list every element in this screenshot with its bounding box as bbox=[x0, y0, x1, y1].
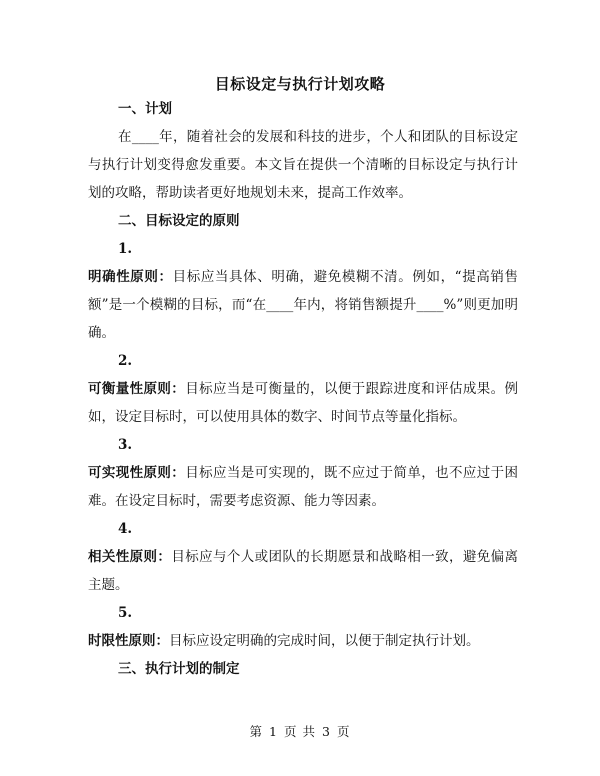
principle-item bbox=[88, 627, 518, 655]
intro-paragraph: 在____年，随着社会的发展和科技的进步，个人和团队的目标设定与执行计划变得愈发重要。本文旨在提供一个清晰的目标设定与执行计划的攻略，帮助读者更好地规划未来，提高工作效率。 bbox=[88, 129, 518, 201]
principle-text: 目标应当是可衡量的，以便于跟踪进度和评估成果。例如，设定目标时，可以使用具体的数字、时间节点等量化指标。 bbox=[88, 381, 519, 425]
page-footer bbox=[0, 722, 600, 740]
section-heading: 二、目标设定的原则 bbox=[118, 213, 240, 229]
principle-text: 目标应设定明确的完成时间，以便于制定执行计划。 bbox=[169, 633, 480, 649]
principle-term: 时限性原则： bbox=[88, 633, 169, 649]
footer-middle: 页 共 bbox=[284, 724, 316, 739]
principle-item bbox=[88, 375, 518, 431]
principle-term: 相关性原则： bbox=[88, 549, 172, 565]
document-title: 目标设定与执行计划攻略 bbox=[214, 75, 386, 93]
section-heading: 三、执行计划的制定 bbox=[118, 661, 240, 677]
footer-page-number: 1 bbox=[269, 724, 278, 739]
footer-prefix: 第 bbox=[249, 724, 264, 739]
principle-item bbox=[88, 459, 518, 515]
item-number: 1. bbox=[118, 241, 133, 257]
principle-term: 可实现性原则： bbox=[88, 465, 186, 481]
principle-item bbox=[88, 263, 518, 347]
footer-suffix: 页 bbox=[336, 724, 351, 739]
footer-total-pages: 3 bbox=[321, 724, 331, 739]
item-number: 5. bbox=[118, 605, 133, 621]
principle-item bbox=[88, 543, 518, 599]
item-number: 4. bbox=[118, 521, 133, 537]
section-heading: 一、计划 bbox=[118, 101, 172, 117]
item-number: 2. bbox=[118, 353, 133, 369]
principle-text: 目标应与个人或团队的长期愿景和战略相一致，避免偏离主题。 bbox=[88, 549, 519, 593]
principle-text: 目标应当具体、明确，避免模糊不清。例如，“提高销售额”是一个模糊的目标，而“在____年内，将销售额提升____%”则更加明确。 bbox=[88, 269, 519, 341]
item-number: 3. bbox=[118, 437, 133, 453]
section-1 bbox=[88, 95, 518, 683]
principle-text: 目标应当是可实现的，既不应过于简单，也不应过于困难。在设定目标时，需要考虑资源、能力等因素。 bbox=[88, 465, 519, 509]
principle-term: 明确性原则： bbox=[88, 269, 173, 285]
principle-term: 可衡量性原则： bbox=[88, 381, 186, 397]
